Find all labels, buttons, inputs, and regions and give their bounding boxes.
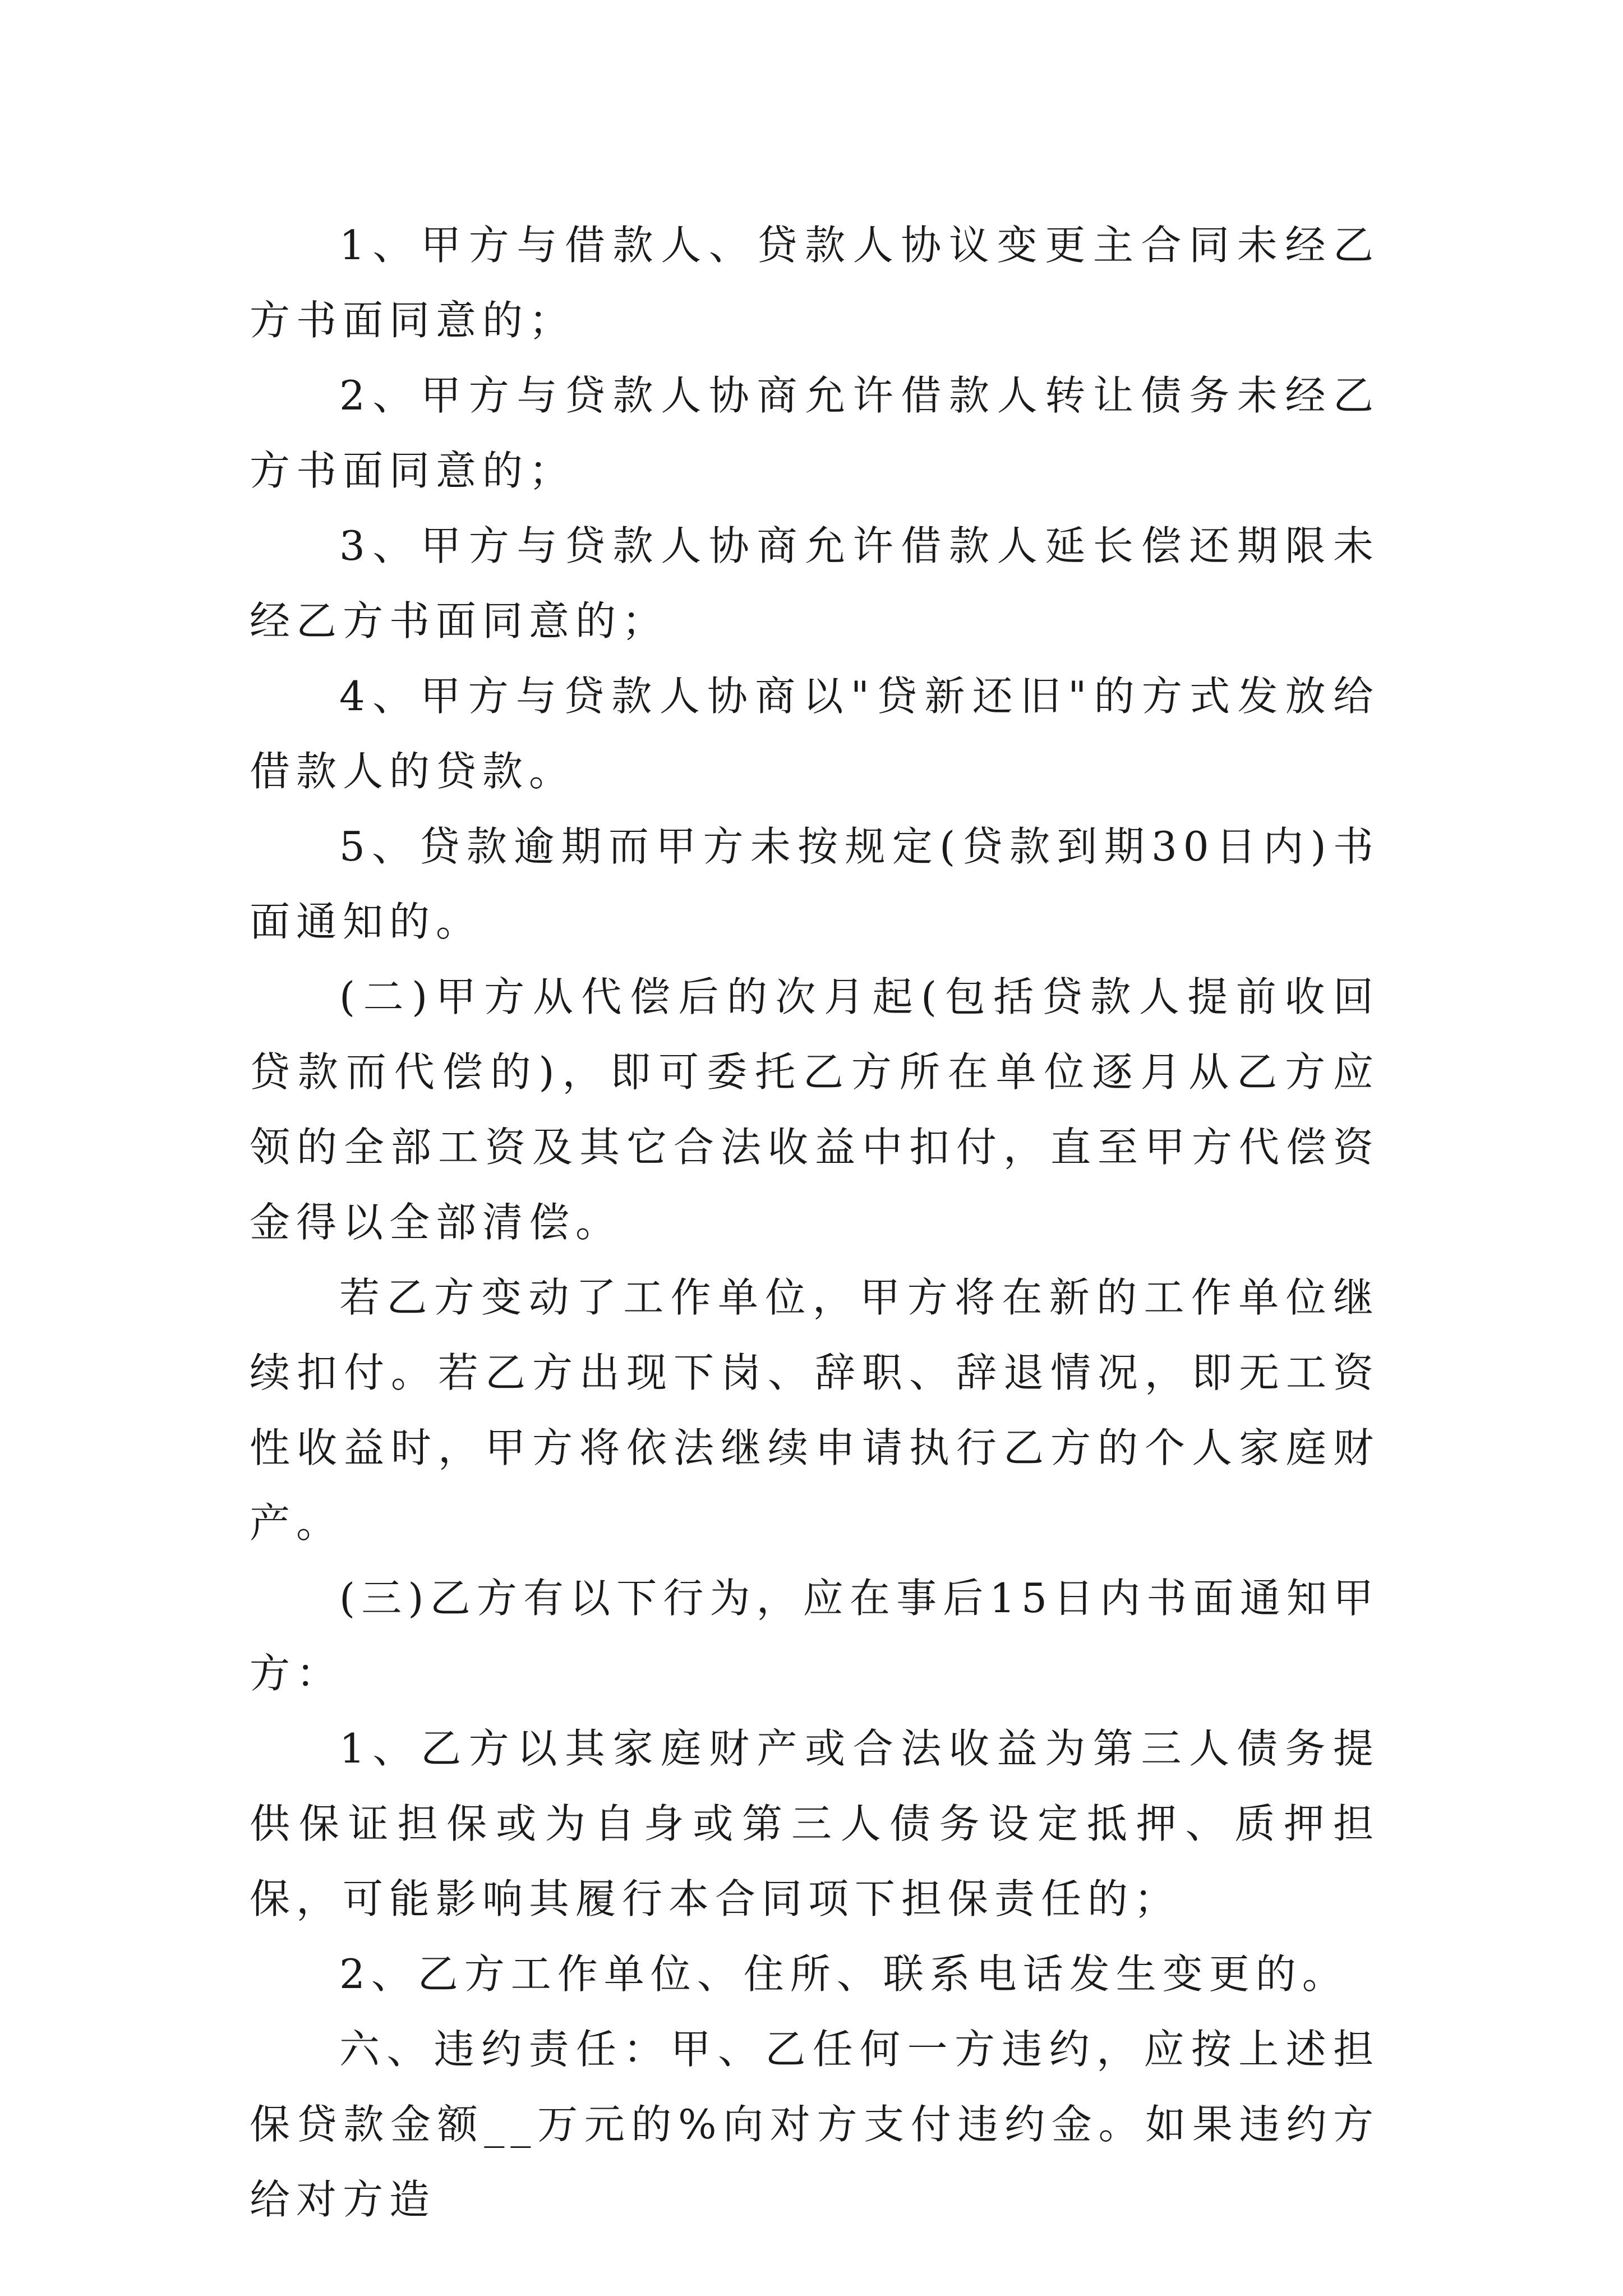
job-change-paragraph: 若乙方变动了工作单位，甲方将在新的工作单位继续扣付。若乙方出现下岗、辞职、辞退情况，即无工资性收益时，甲方将依法继续申请执行乙方的个人家庭财产。 — [250, 1274, 1380, 1547]
section-three-item-1: 1、乙方以其家庭财产或合法收益为第三人债务提供保证担保或为自身或第三人债务设定抵押、质押担保，可能影响其履行本合同项下担保责任的； — [250, 1725, 1380, 1922]
document-body — [250, 208, 1380, 2237]
clause-paragraph-3: 3、甲方与贷款人协商允许借款人延长偿还期限未经乙方书面同意的； — [250, 522, 1380, 645]
section-three-item-2: 2、乙方工作单位、住所、联系电话发生变更的。 — [339, 1950, 1349, 1998]
liability-paragraph: 六、违约责任：甲、乙任何一方违约，应按上述担保贷款金额__万元的%向对方支付违约金。如果违约方给对方造 — [250, 2026, 1380, 2223]
clause-paragraph-4: 4、甲方与贷款人协商以"贷新还旧"的方式发放给借款人的贷款。 — [250, 673, 1380, 795]
clause-paragraph-5: 5、贷款逾期而甲方未按规定(贷款到期30日内)书面通知的。 — [250, 823, 1380, 945]
section-three-heading: (三)乙方有以下行为，应在事后15日内书面通知甲方： — [250, 1575, 1380, 1697]
clause-paragraph-1: 1、甲方与借款人、贷款人协议变更主合同未经乙方书面同意的； — [250, 222, 1380, 344]
section-two-paragraph: (二)甲方从代偿后的次月起(包括贷款人提前收回贷款而代偿的)，即可委托乙方所在单位逐月从乙方应领的全部工资及其它合法收益中扣付，直至甲方代偿资金得以全部清偿。 — [250, 973, 1380, 1246]
clause-paragraph-2: 2、甲方与贷款人协商允许借款人转让债务未经乙方书面同意的； — [250, 372, 1380, 494]
